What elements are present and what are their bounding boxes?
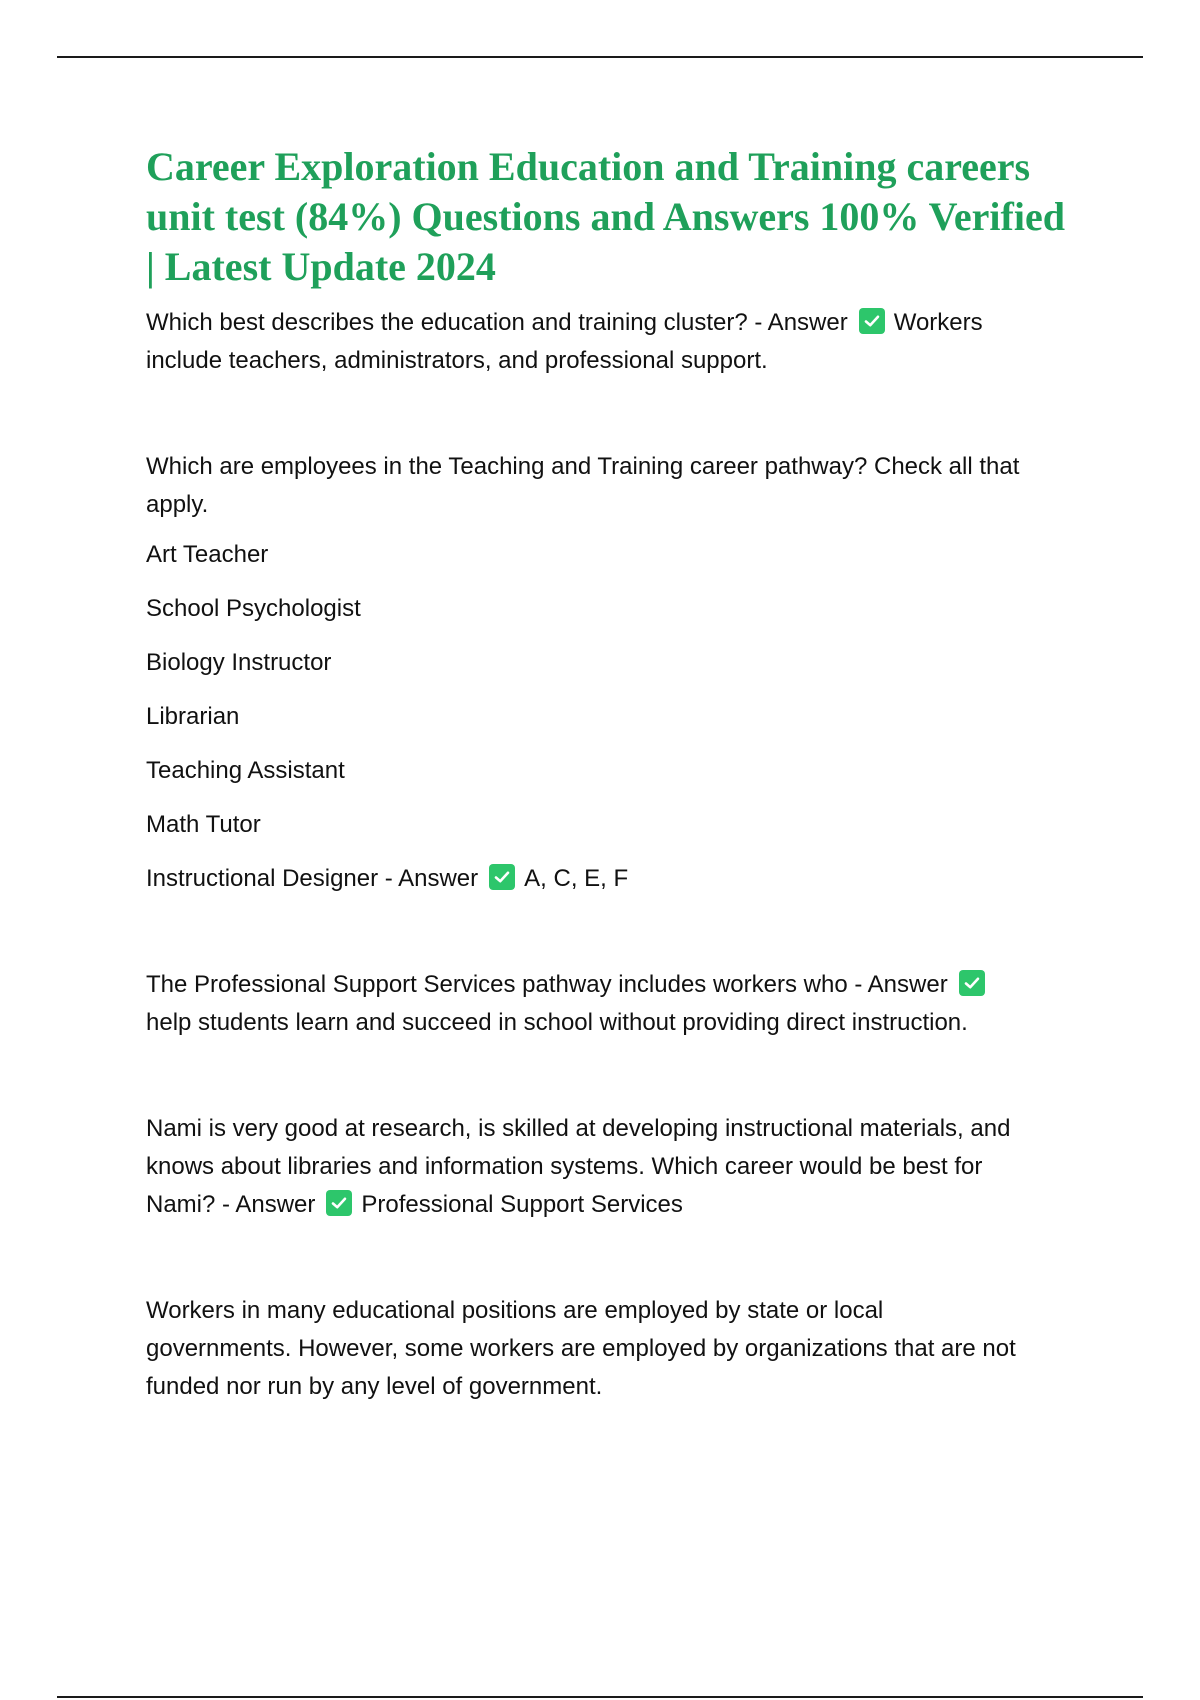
question-text: knows about libraries and information systems. Which career would be best for (146, 1153, 983, 1180)
option-item: Art Teacher (146, 541, 269, 568)
question-text: apply. (146, 491, 209, 518)
qa-line (146, 304, 1106, 342)
qa-item-3 (146, 966, 1106, 1042)
answer-text: Professional Support Services (361, 1191, 683, 1218)
header-rule (57, 56, 1143, 58)
document-title (146, 142, 1106, 292)
qa-item-4 (146, 1110, 1106, 1224)
question-text: funded nor run by any level of government. (146, 1373, 603, 1400)
answer-text: A, C, E, F (524, 865, 629, 892)
title-line: unit test (84%) Questions and Answers 100% Verified (146, 194, 1065, 239)
footer-rule (57, 1696, 1143, 1698)
document-body (146, 142, 1106, 1406)
option-item: Librarian (146, 703, 240, 730)
check-mark-icon (859, 308, 885, 334)
option-text: Instructional Designer - Answer (146, 865, 479, 892)
qa-line (146, 1186, 1106, 1224)
option-item: Teaching Assistant (146, 757, 345, 784)
title-line: Career Exploration Education and Training careers (146, 144, 1031, 189)
answer-text: Workers (893, 309, 983, 336)
check-mark-icon (489, 864, 515, 890)
option-item: Math Tutor (146, 811, 261, 838)
title-line: | Latest Update 2024 (146, 244, 496, 289)
question-text: Nami is very good at research, is skilled at developing instructional materials, and (146, 1115, 1011, 1142)
qa-item-2 (146, 448, 1106, 524)
question-text: Nami? - Answer (146, 1191, 316, 1218)
answer-text: help students learn and succeed in school without providing direct instruction. (146, 1009, 968, 1036)
question-text: Workers in many educational positions are employed by state or local (146, 1297, 884, 1324)
question-text: The Professional Support Services pathway includes workers who - Answer (146, 971, 948, 998)
check-mark-icon (326, 1190, 352, 1216)
question-text: Which best describes the education and training cluster? - Answer (146, 309, 848, 336)
qa-line: include teachers, administrators, and professional support. (146, 347, 768, 374)
qa-line (146, 966, 1106, 1004)
option-item-last (146, 860, 1106, 898)
check-mark-icon (959, 970, 985, 996)
question-text: Which are employees in the Teaching and Training career pathway? Check all that (146, 453, 1020, 480)
qa-item-5 (146, 1292, 1106, 1406)
option-item: Biology Instructor (146, 649, 332, 676)
option-item: School Psychologist (146, 595, 361, 622)
qa-item-1 (146, 304, 1106, 380)
question-text: governments. However, some workers are employed by organizations that are not (146, 1335, 1016, 1362)
